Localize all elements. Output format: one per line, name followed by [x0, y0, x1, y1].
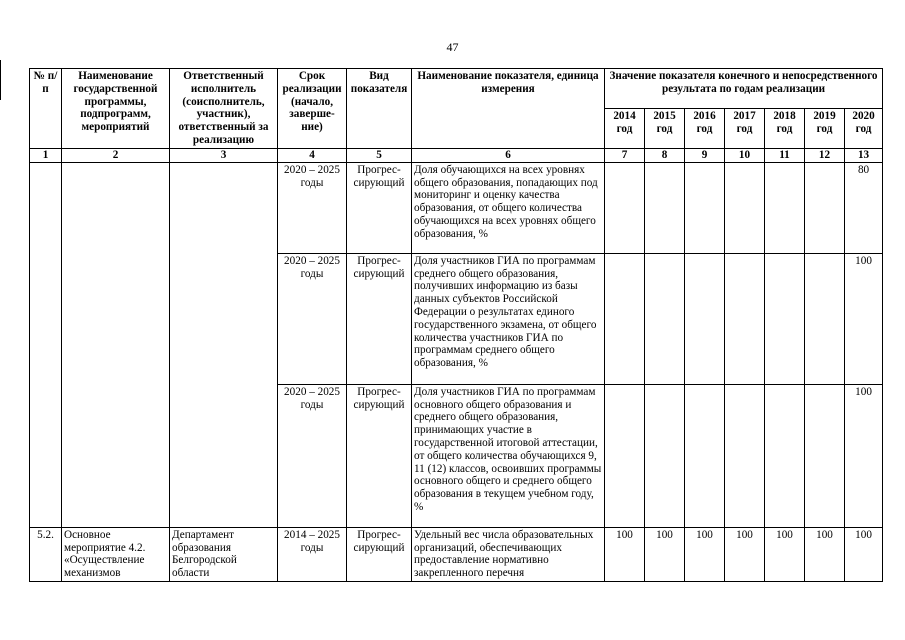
row-indicator-type: Прогрес-сирующий [347, 527, 412, 581]
row-program-name: Основное мероприятие 4.2. «Осуществление механизмов [62, 527, 170, 581]
row-value-2018 [765, 162, 805, 253]
row-indicator-name: Доля участников ГИА по программам основного общего образования и среднего общего образования, принимающих участие в государственной итоговой аттестации, от общего количества обучающихся 9, 11 (12) классов, освоивших программы основного общего и среднего общего образования в текущем учебном году, % [412, 384, 605, 527]
row-value-2018: 100 [765, 527, 805, 581]
row-value-2018 [765, 384, 805, 527]
row-value-2019 [805, 384, 845, 527]
row-value-2016 [685, 253, 725, 384]
column-number: 1 [30, 148, 62, 162]
header-values-group: Значение показателя конечного и непосредственного результата по годам реализации [605, 69, 883, 109]
column-number: 11 [765, 148, 805, 162]
scan-edge-mark [0, 60, 1, 100]
row-value-2018 [765, 253, 805, 384]
row-value-2017 [725, 162, 765, 253]
table-row [30, 527, 883, 581]
header-year: 2019 год [805, 108, 845, 148]
column-number: 10 [725, 148, 765, 162]
header-year: 2017 год [725, 108, 765, 148]
column-number: 3 [170, 148, 278, 162]
header-indicator-name: Наименование показателя, единица измерения [412, 69, 605, 149]
row-value-2020: 100 [845, 527, 883, 581]
row-value-2016 [685, 162, 725, 253]
column-number: 4 [278, 148, 347, 162]
column-number: 13 [845, 148, 883, 162]
row-number [30, 162, 62, 527]
page-number: 47 [446, 40, 459, 54]
row-executor [170, 162, 278, 527]
table-row [30, 162, 883, 253]
header-year: 2016 год [685, 108, 725, 148]
row-value-2015 [645, 384, 685, 527]
row-value-2017 [725, 384, 765, 527]
row-program-name [62, 162, 170, 527]
row-period: 2020 – 2025 годы [278, 384, 347, 527]
header-year: 2020 год [845, 108, 883, 148]
row-indicator-name: Доля участников ГИА по программам среднего общего образования, получивших информацию из базы данных субъектов Российской Федерации о результатах единого государственного экзамена, от общего количества участников ГИА по программам среднего общего образования, % [412, 253, 605, 384]
row-executor: Департамент образования Белгородской области [170, 527, 278, 581]
row-value-2019: 100 [805, 527, 845, 581]
row-indicator-type: Прогрес-сирующий [347, 384, 412, 527]
row-value-2020: 80 [845, 162, 883, 253]
row-value-2017: 100 [725, 527, 765, 581]
row-value-2020: 100 [845, 384, 883, 527]
row-value-2020: 100 [845, 253, 883, 384]
header-executor: Ответственный исполнитель (соисполнитель, участник), ответственный за реализацию [170, 69, 278, 149]
column-number: 12 [805, 148, 845, 162]
column-number: 2 [62, 148, 170, 162]
row-value-2014 [605, 162, 645, 253]
header-year: 2014 год [605, 108, 645, 148]
indicators-table [29, 68, 883, 582]
row-indicator-type: Прогрес-сирующий [347, 253, 412, 384]
row-value-2015 [645, 162, 685, 253]
row-indicator-name: Удельный вес числа образовательных организаций, обеспечивающих предоставление нормативно закрепленного перечня [412, 527, 605, 581]
column-numbers-row [30, 148, 883, 162]
row-value-2015 [645, 253, 685, 384]
row-value-2014 [605, 384, 645, 527]
row-value-2014: 100 [605, 527, 645, 581]
column-number: 7 [605, 148, 645, 162]
row-value-2016 [685, 384, 725, 527]
column-number: 5 [347, 148, 412, 162]
column-number: 9 [685, 148, 725, 162]
row-indicator-type: Прогрес-сирующий [347, 162, 412, 253]
header-program-name: Наименование государственной программы, подпрограмм, мероприятий [62, 69, 170, 149]
row-value-2016: 100 [685, 527, 725, 581]
header-year: 2015 год [645, 108, 685, 148]
header-indicator-type: Вид показателя [347, 69, 412, 149]
header-number: № п/п [30, 69, 62, 149]
row-period: 2020 – 2025 годы [278, 253, 347, 384]
header-year: 2018 год [765, 108, 805, 148]
row-value-2019 [805, 253, 845, 384]
header-period: Срок реализации (начало, заверше-ние) [278, 69, 347, 149]
row-value-2014 [605, 253, 645, 384]
row-period: 2014 – 2025 годы [278, 527, 347, 581]
column-number: 6 [412, 148, 605, 162]
row-value-2017 [725, 253, 765, 384]
row-indicator-name: Доля обучающихся на всех уровнях общего образования, попадающих под мониторинг и оценку качества образования, от общего количества обучающихся на всех уровнях общего образования, % [412, 162, 605, 253]
column-number: 8 [645, 148, 685, 162]
row-period: 2020 – 2025 годы [278, 162, 347, 253]
row-number: 5.2. [30, 527, 62, 581]
row-value-2019 [805, 162, 845, 253]
row-value-2015: 100 [645, 527, 685, 581]
